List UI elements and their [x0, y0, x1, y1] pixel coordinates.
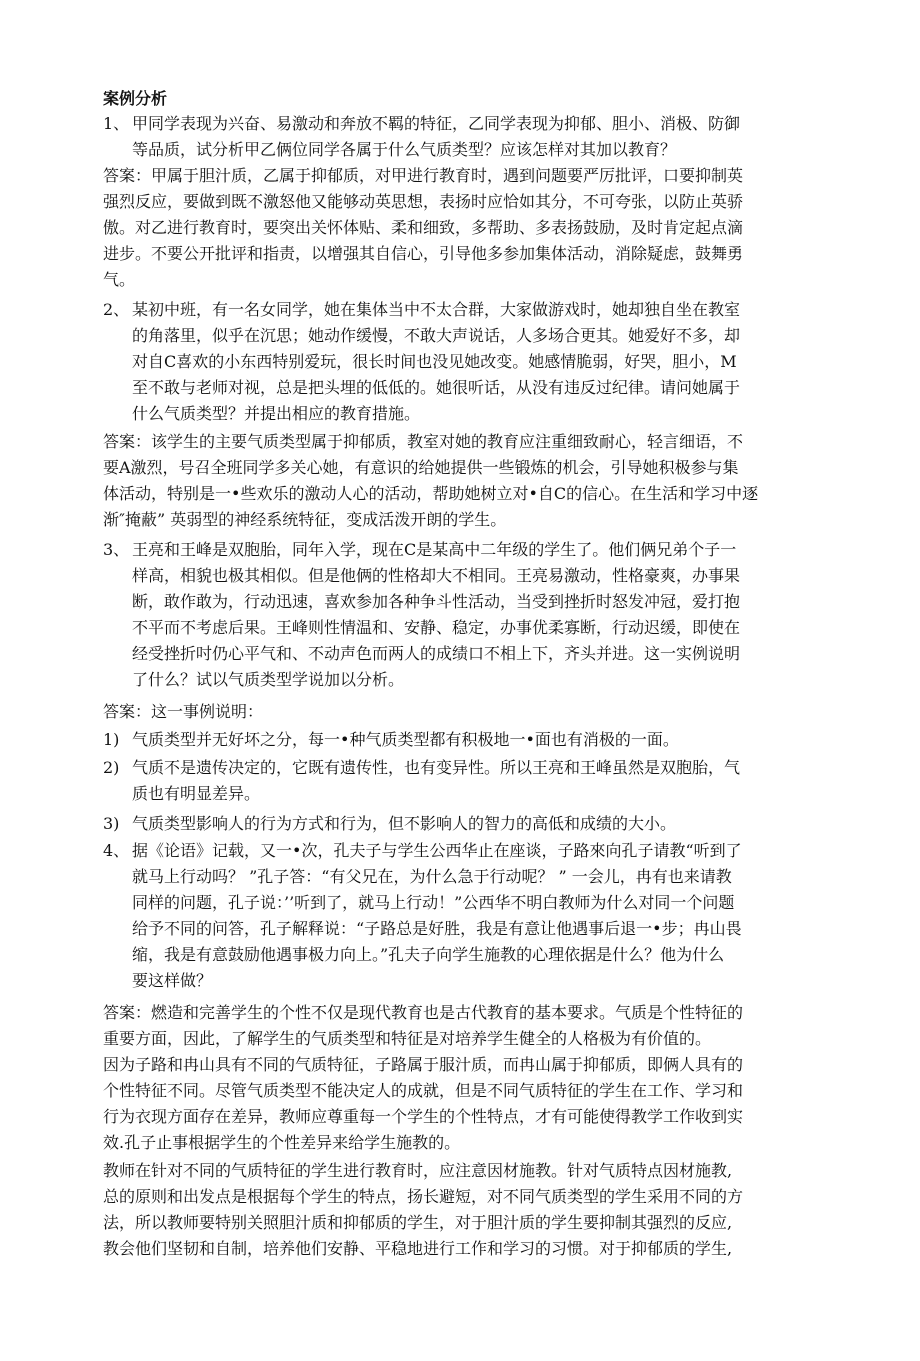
question-4-line: 要这样做？	[132, 971, 213, 990]
answer-4-line: 教师在针对不同的气质特征的学生进行教育时，应注意因材施教。针对气质特点因材施教,	[103, 1161, 733, 1180]
answer-1-line: 气。	[103, 270, 136, 289]
answer-3-item: 气质不是遗传决定的，它既有遗传性，也有变异性。所以王亮和王峰虽然是双胞胎，气	[132, 758, 741, 777]
answer-4-line: 总的原则和出发点是根据每个学生的特点，扬长避短，对不同气质类型的学生采用不同的方	[103, 1187, 744, 1206]
answer-4-line: 法，所以教师要特别关照胆汁质和抑郁质的学生，对于胆汁质的学生要抑制其强烈的反应,	[103, 1213, 733, 1232]
question-3-line: 了什么？试以气质类型学说加以分析。	[132, 670, 405, 689]
question-number: 4、	[103, 841, 130, 860]
document-title: 案例分析	[103, 89, 168, 108]
answer-1-line: 强烈反应，要做到既不激怒他又能够动英思想，表扬时应恰如其分，不可夸张，以防止英骄	[103, 192, 744, 211]
question-4-line: 给予不同的问答，孔子解释说：“子路总是好胜，我是有意让他遇事后退一•步；冉山畏	[132, 919, 742, 938]
answer-1-line: 答案：甲属于胆汁质，乙属于抑郁质，对甲进行教育时，遇到问题要严厉批评，口要抑制英	[103, 166, 744, 185]
answer-4-line: 个性特征不同。尽管气质类型不能决定人的成就，但是不同气质特征的学生在工作、学习和	[103, 1081, 744, 1100]
question-3-line: 样高，相貌也极其相似。但是他俩的性格却大不相同。王亮易激动，性格豪爽，办事果	[132, 566, 741, 585]
question-2-line: 某初中班，有一名女同学，她在集体当中不太合群，大家做游戏时，她却独自坐在教室	[132, 300, 741, 319]
answer-4-line: 行为衣现方面存在差异，教师应尊重每一个学生的个性特点，才有可能使得教学工作收到实	[103, 1107, 744, 1126]
answer-4-line: 重要方面，因此，了解学生的气质类型和特征是对培养学生健全的人格极为有价值的。	[103, 1029, 712, 1048]
answer-3-item: 气质类型并无好坏之分，每一•种气质类型都有积极地一•面也有消极的一面。	[132, 730, 679, 749]
question-4-line: 就马上行动吗？ ”孔子答：“有父兄在，为什么急于行动呢？ ” 一会儿，冉有也来请教	[132, 867, 732, 886]
question-4-line: 据《论语》记载，又一•次，孔夫子与学生公西华止在座谈，子路來向孔子请教“听到了	[132, 841, 742, 860]
question-2-line: 什么气质类型？并提出相应的教育措施。	[132, 404, 421, 423]
question-4-line: 同样的问题，孔子说：’’听到了，就马上行动！”公西华不明白教师为什么对同一个问题	[132, 893, 735, 912]
answer-4-line: 效.孔子止事根据学生的个性差异来给学生施教的。	[103, 1133, 461, 1152]
answer-4-line: 教会他们坚韧和自制，培养他们安静、平稳地进行工作和学习的习惯。对于抑郁质的学生,	[103, 1239, 733, 1258]
question-2-line: 对自C喜欢的小东西特别爱玩，很长时间也没见她改变。她感情脆弱，好哭，胆小，M	[132, 352, 737, 371]
question-number: 3、	[103, 540, 130, 559]
question-number: 1、	[103, 114, 130, 133]
list-item-number: 2)	[103, 758, 120, 777]
answer-4-line: 因为子路和冉山具有不同的气质特征，子路属于服汁质，而冉山属于抑郁质，即俩人具有的	[103, 1055, 744, 1074]
answer-2-line: 答案：该学生的主要气质类型属于抑郁质，教室对她的教育应注重细致耐心，轻言细语，不	[103, 432, 744, 451]
answer-2-line: 要A激烈，号召全班同学多关心她，有意识的给她提供一些锻炼的机会，引导她积极参与集	[103, 458, 739, 477]
question-3-line: 断，敢作敢为，行动迅速，喜欢参加各种争斗性活动，当受到挫折时怒发冲冠，爱打抱	[132, 592, 741, 611]
question-1-line: 等品质，试分析甲乙俩位同学各属于什么气质类型？应该怎样对其加以教育？	[132, 140, 677, 159]
question-4-line: 缩，我是有意鼓励他遇事极力向上。”孔夫子向学生施教的心理依据是什么？他为什么	[132, 945, 725, 964]
question-3-line: 王亮和王峰是双胞胎，同年入学，现在C是某高中二年级的学生了。他们俩兄弟个子一	[132, 540, 737, 559]
answer-2-line: 渐″掩蔽” 英弱型的神经系统特征，变成活泼开朗的学生。	[103, 510, 507, 529]
list-item-number: 3)	[103, 814, 120, 833]
answer-3-item: 质也有明显差异。	[132, 784, 261, 803]
question-3-line: 经受挫折吋仍心平气和、不动声色而两人的成绩口不相上下，齐头并进。这一实例说明	[132, 644, 741, 663]
answer-3-intro: 答案：这一事例说明：	[103, 702, 264, 721]
answer-1-line: 进步。不要公开批评和指责，以增强其自信心，引导他多参加集体活动，消除疑虑，鼓舞勇	[103, 244, 744, 263]
answer-1-line: 傲。对乙进行教育时，要突出关怀体贴、柔和细致，多帮助、多表扬鼓励，及时肯定起点滴	[103, 218, 744, 237]
question-3-line: 不平而不考虑后果。王峰则性情温和、安静、稳定，办事优柔寡断，行动迟缓，即使在	[132, 618, 741, 637]
answer-4-line: 答案：燃造和完善学生的个性不仅是现代教育也是古代教育的基本要求。气质是个性特征的	[103, 1003, 744, 1022]
question-2-line: 的角落里，似乎在沉思；她动作缓慢，不敢大声说话，人多场合更其。她爱好不多，却	[132, 326, 741, 345]
question-number: 2、	[103, 300, 130, 319]
question-1-line: 甲同学表现为兴奋、易激动和奔放不羁的特征，乙同学表现为抑郁、胆小、消极、防御	[132, 114, 741, 133]
question-2-line: 至不敢与老师对视，总是把头埋的低低的。她很听话，从没有违反过纪律。请问她属于	[132, 378, 741, 397]
answer-2-line: 体活动，特别是一•些欢乐的激动人心的活动，帮助她树立对•自C的信心。在生活和学习中逐	[103, 484, 759, 503]
answer-3-item: 气质类型影响人的行为方式和行为，但不影响人的智力的高低和成绩的大小。	[132, 814, 677, 833]
list-item-number: 1)	[103, 730, 120, 749]
